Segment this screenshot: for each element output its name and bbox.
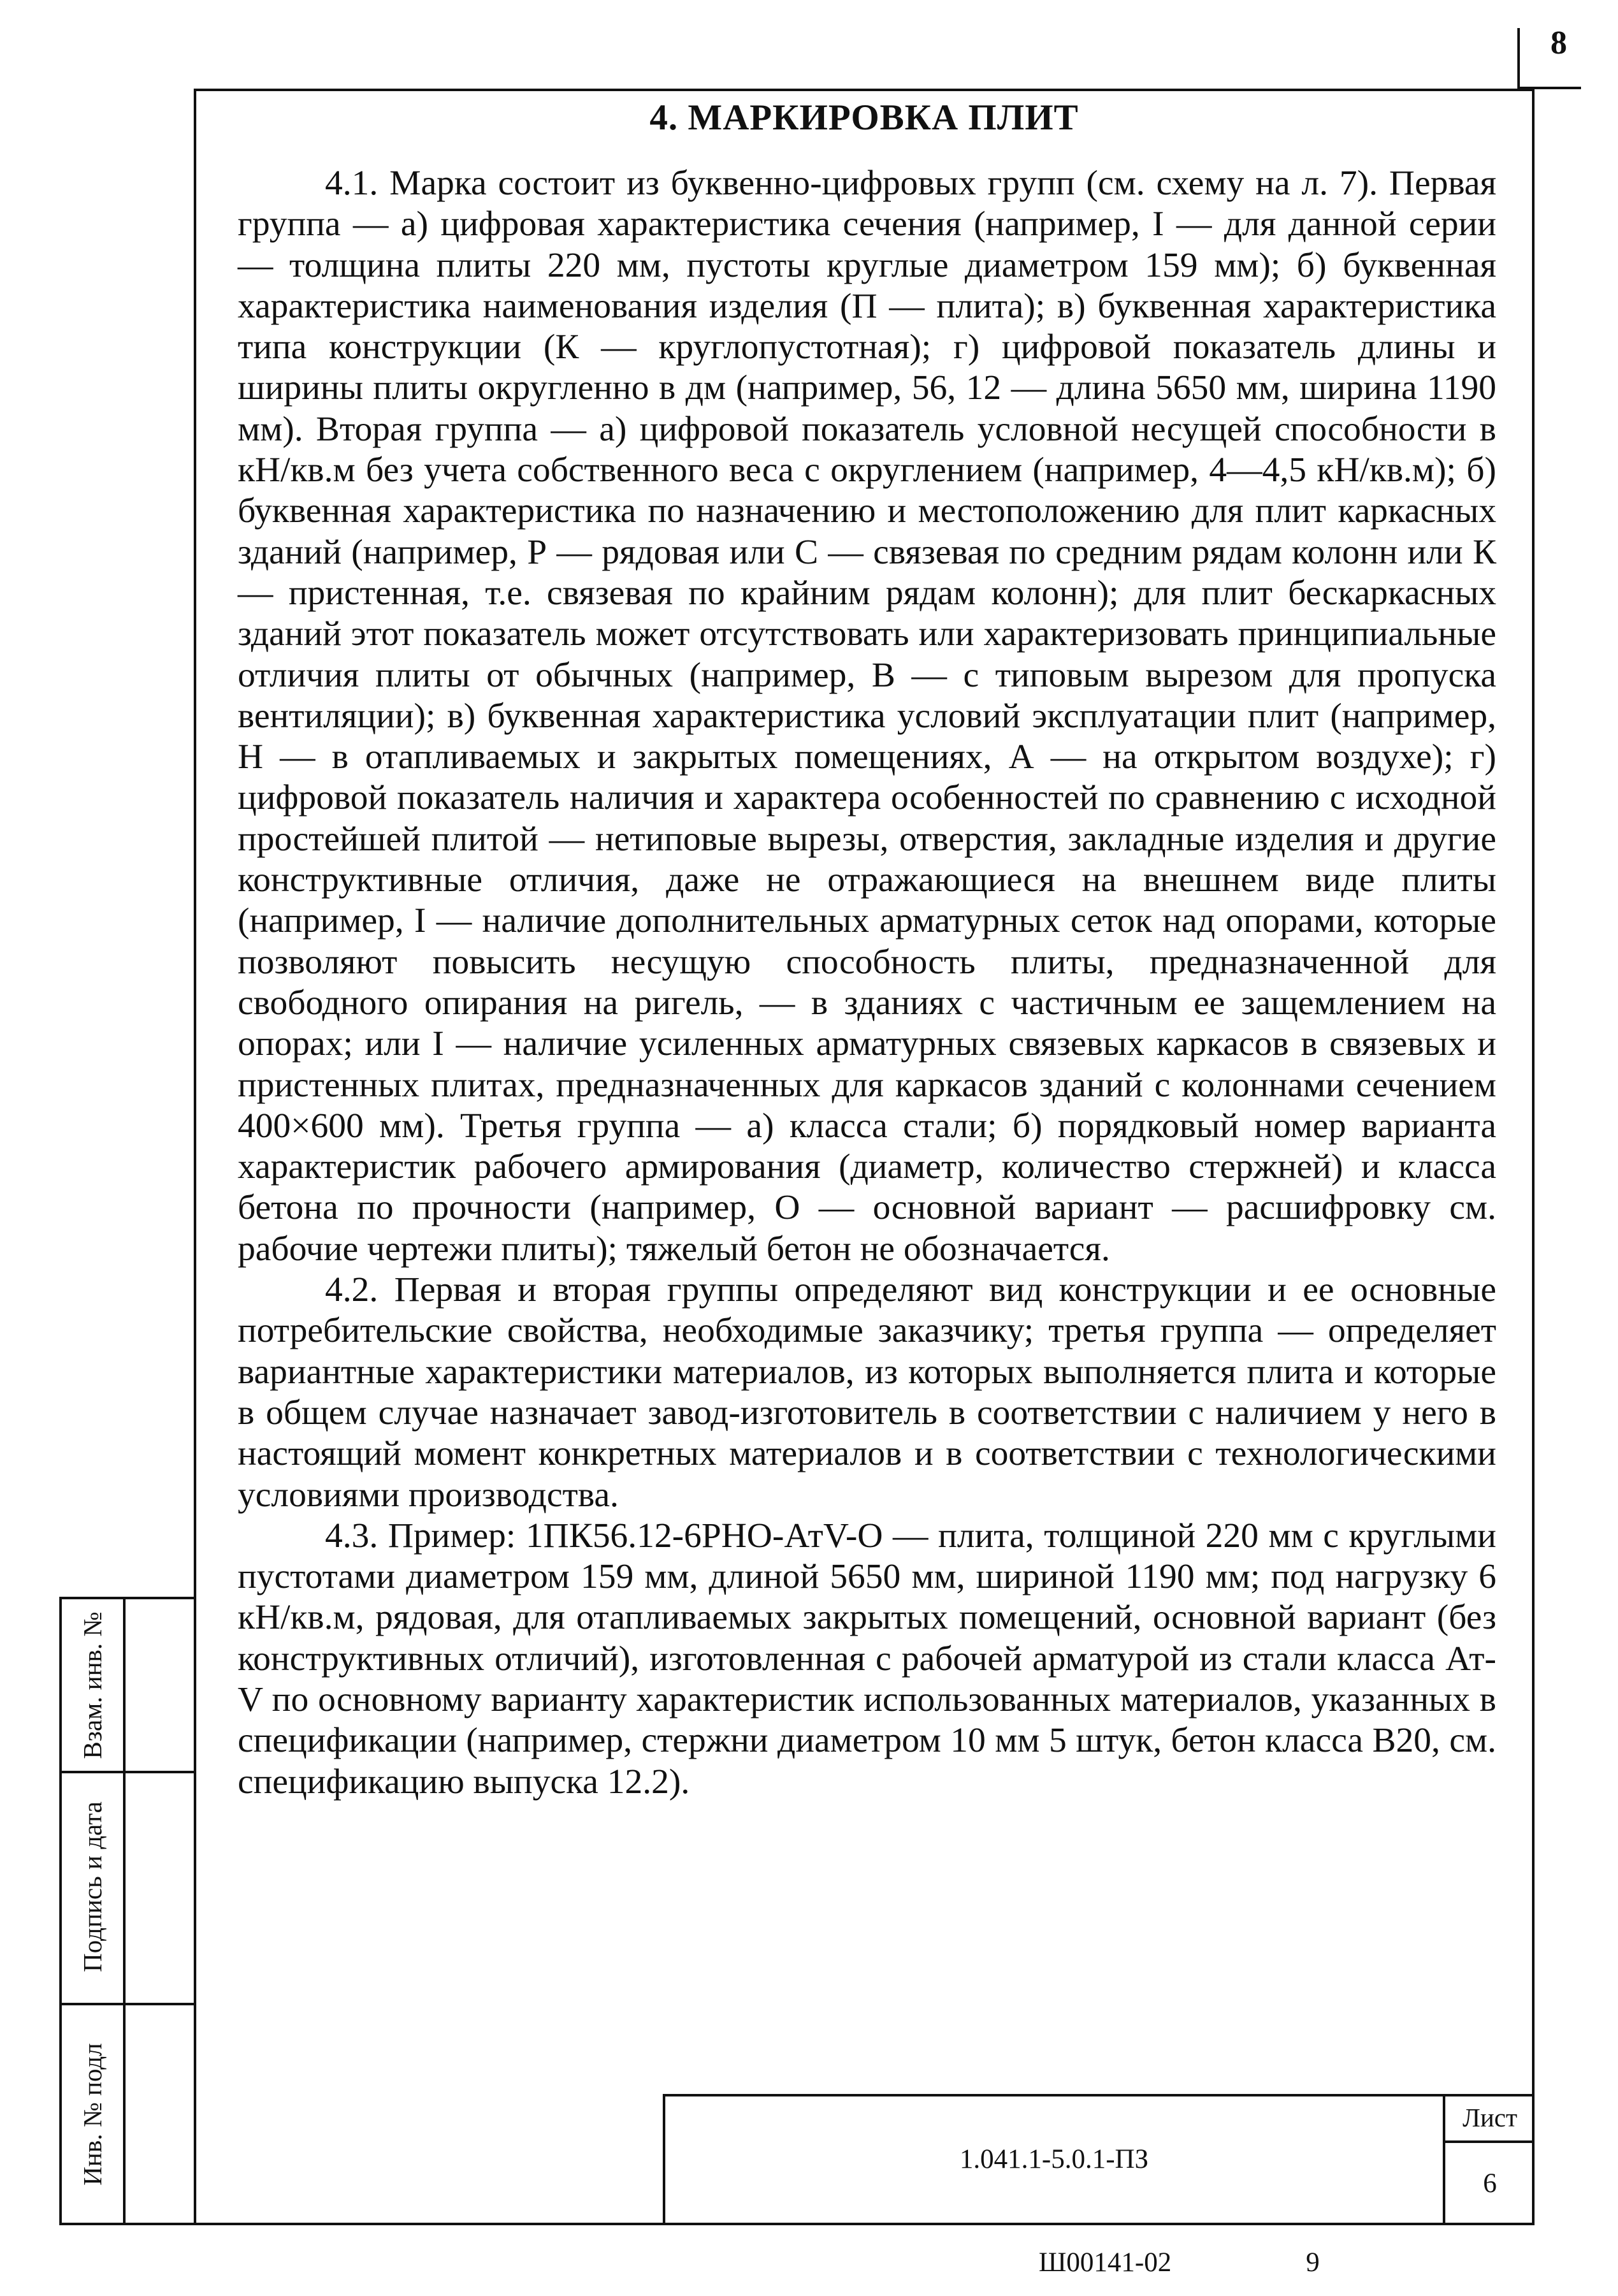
document-designation: 1.041.1-5.0.1-ПЗ (959, 2144, 1149, 2174)
podpis-data-label: Подпись и дата (78, 1801, 107, 1972)
side-stamp-rule (62, 1771, 194, 1773)
vzam-inv-label: Взам. инв. № (78, 1611, 107, 1759)
paragraph-4-1: 4.1. Марка состоит из буквенно-цифровых групп (см. схему на л. 7). Первая группа — а) цифровая характеристика сечения (например, I — для данной серии — толщина плиты 220 мм, пустоты круглые диаметром 159 мм); б) буквенная характеристика наименования изделия (П — плита); в) буквенная характеристика типа конструкции (К — круглопустотная); г) цифровой показатель длины и ширины плиты округленно в дм (например, 56, 12 — длина 5650 мм, ширина 1190 мм). Вторая группа — а) цифровой показатель условной несущей способности в кН/кв.м без учета собственного веса с округлением (например, 4—4,5 кН/кв.м); б) буквенная характеристика по назначению и местоположению для плит каркасных зданий (например, Р — рядовая или С — связевая по средним рядам колонн или К — пристенная, т.е. связевая по крайним рядам колонн); для плит бескаркасных зданий этот показатель может отсутствовать или характеризовать принципиальные отличия плиты от обычных (например, В — с типовым вырезом для пропуска вентиляции); в) буквенная характеристика условий эксплуатации плит (например, Н — в отапливаемых и закрытых помещениях, А — на открытом воздухе); г) цифровой показатель наличия и характера особенностей по сравнению с исходной простейшей плитой — нетиповые вырезы, отверстия, закладные изделия и другие конструктивные отличия, даже не отражающиеся на внешнем виде плиты (например, I — наличие дополнительных арматурных сеток над опорами, которые позволяют повысить несущую способность плиты, предназначенной для свободного опирания на ригель, — в зданиях с частичным ее защемлением на опорах; или I — наличие усиленных арматурных связевых каркасов в связевых и пристенных плитах, предназначенных для каркасов зданий с колоннами сечением 400×600 мм). Третья группа — а) класса стали; б) порядковый номер варианта характеристик рабочего армирования (диаметр, количество стержней) и класса бетона по прочности (например, О — основной вариант — расшифровку см. рабочие чертежи плиты); тяжелый бетон не обозначается. (238, 164, 1496, 1268)
section-title: 4. МАРКИРОВКА ПЛИТ (649, 98, 1079, 138)
paragraph-4-3: 4.3. Пример: 1ПК56.12-6РНО-АтV-О — плита, толщиной 220 мм с круглыми пустотами диаметром 159 мм, длиной 5650 мм, шириной 1190 мм; под нагрузку 6 кН/кв.м, рядовая, для отапливаемых закрытых помещений, основной вариант (без конструктивных отличий), изготовленная с рабочей арматурой из стали класса Ат-V по основному варианту характеристик использованных материалов, указанных в спецификации (например, стержни диаметром 10 мм 5 штук, бетон класса В20, см. спецификацию выпуска 12.2). (238, 1516, 1496, 1801)
corner-rule-vertical (1517, 28, 1520, 89)
side-stamp-divider (123, 1599, 126, 2223)
inv-podl-label: Инв. № подл (78, 2043, 107, 2186)
side-stamp-rule (62, 2003, 194, 2005)
paragraph-4-2: 4.2. Первая и вторая группы определяют вид конструкции и ее основные потребительские свойства, необходимые заказчику; третья группа — определяет вариантные характеристики материалов, из которых выполняется плита и которые в общем случае назначает завод-изготовитель в соответствии с наличием у него в настоящий момент конкретных материалов и в соответствии с технологическими условиями производства. (238, 1270, 1496, 1515)
sheet-number: 6 (1483, 2169, 1497, 2198)
sheet-label: Лист (1463, 2103, 1517, 2132)
corner-page-number: 8 (1550, 25, 1567, 61)
body-text (238, 163, 1496, 1803)
footer-code: Ш00141-02 (1039, 2248, 1172, 2278)
footer-page-number: 9 (1306, 2248, 1320, 2278)
side-stamp (59, 1597, 194, 2225)
